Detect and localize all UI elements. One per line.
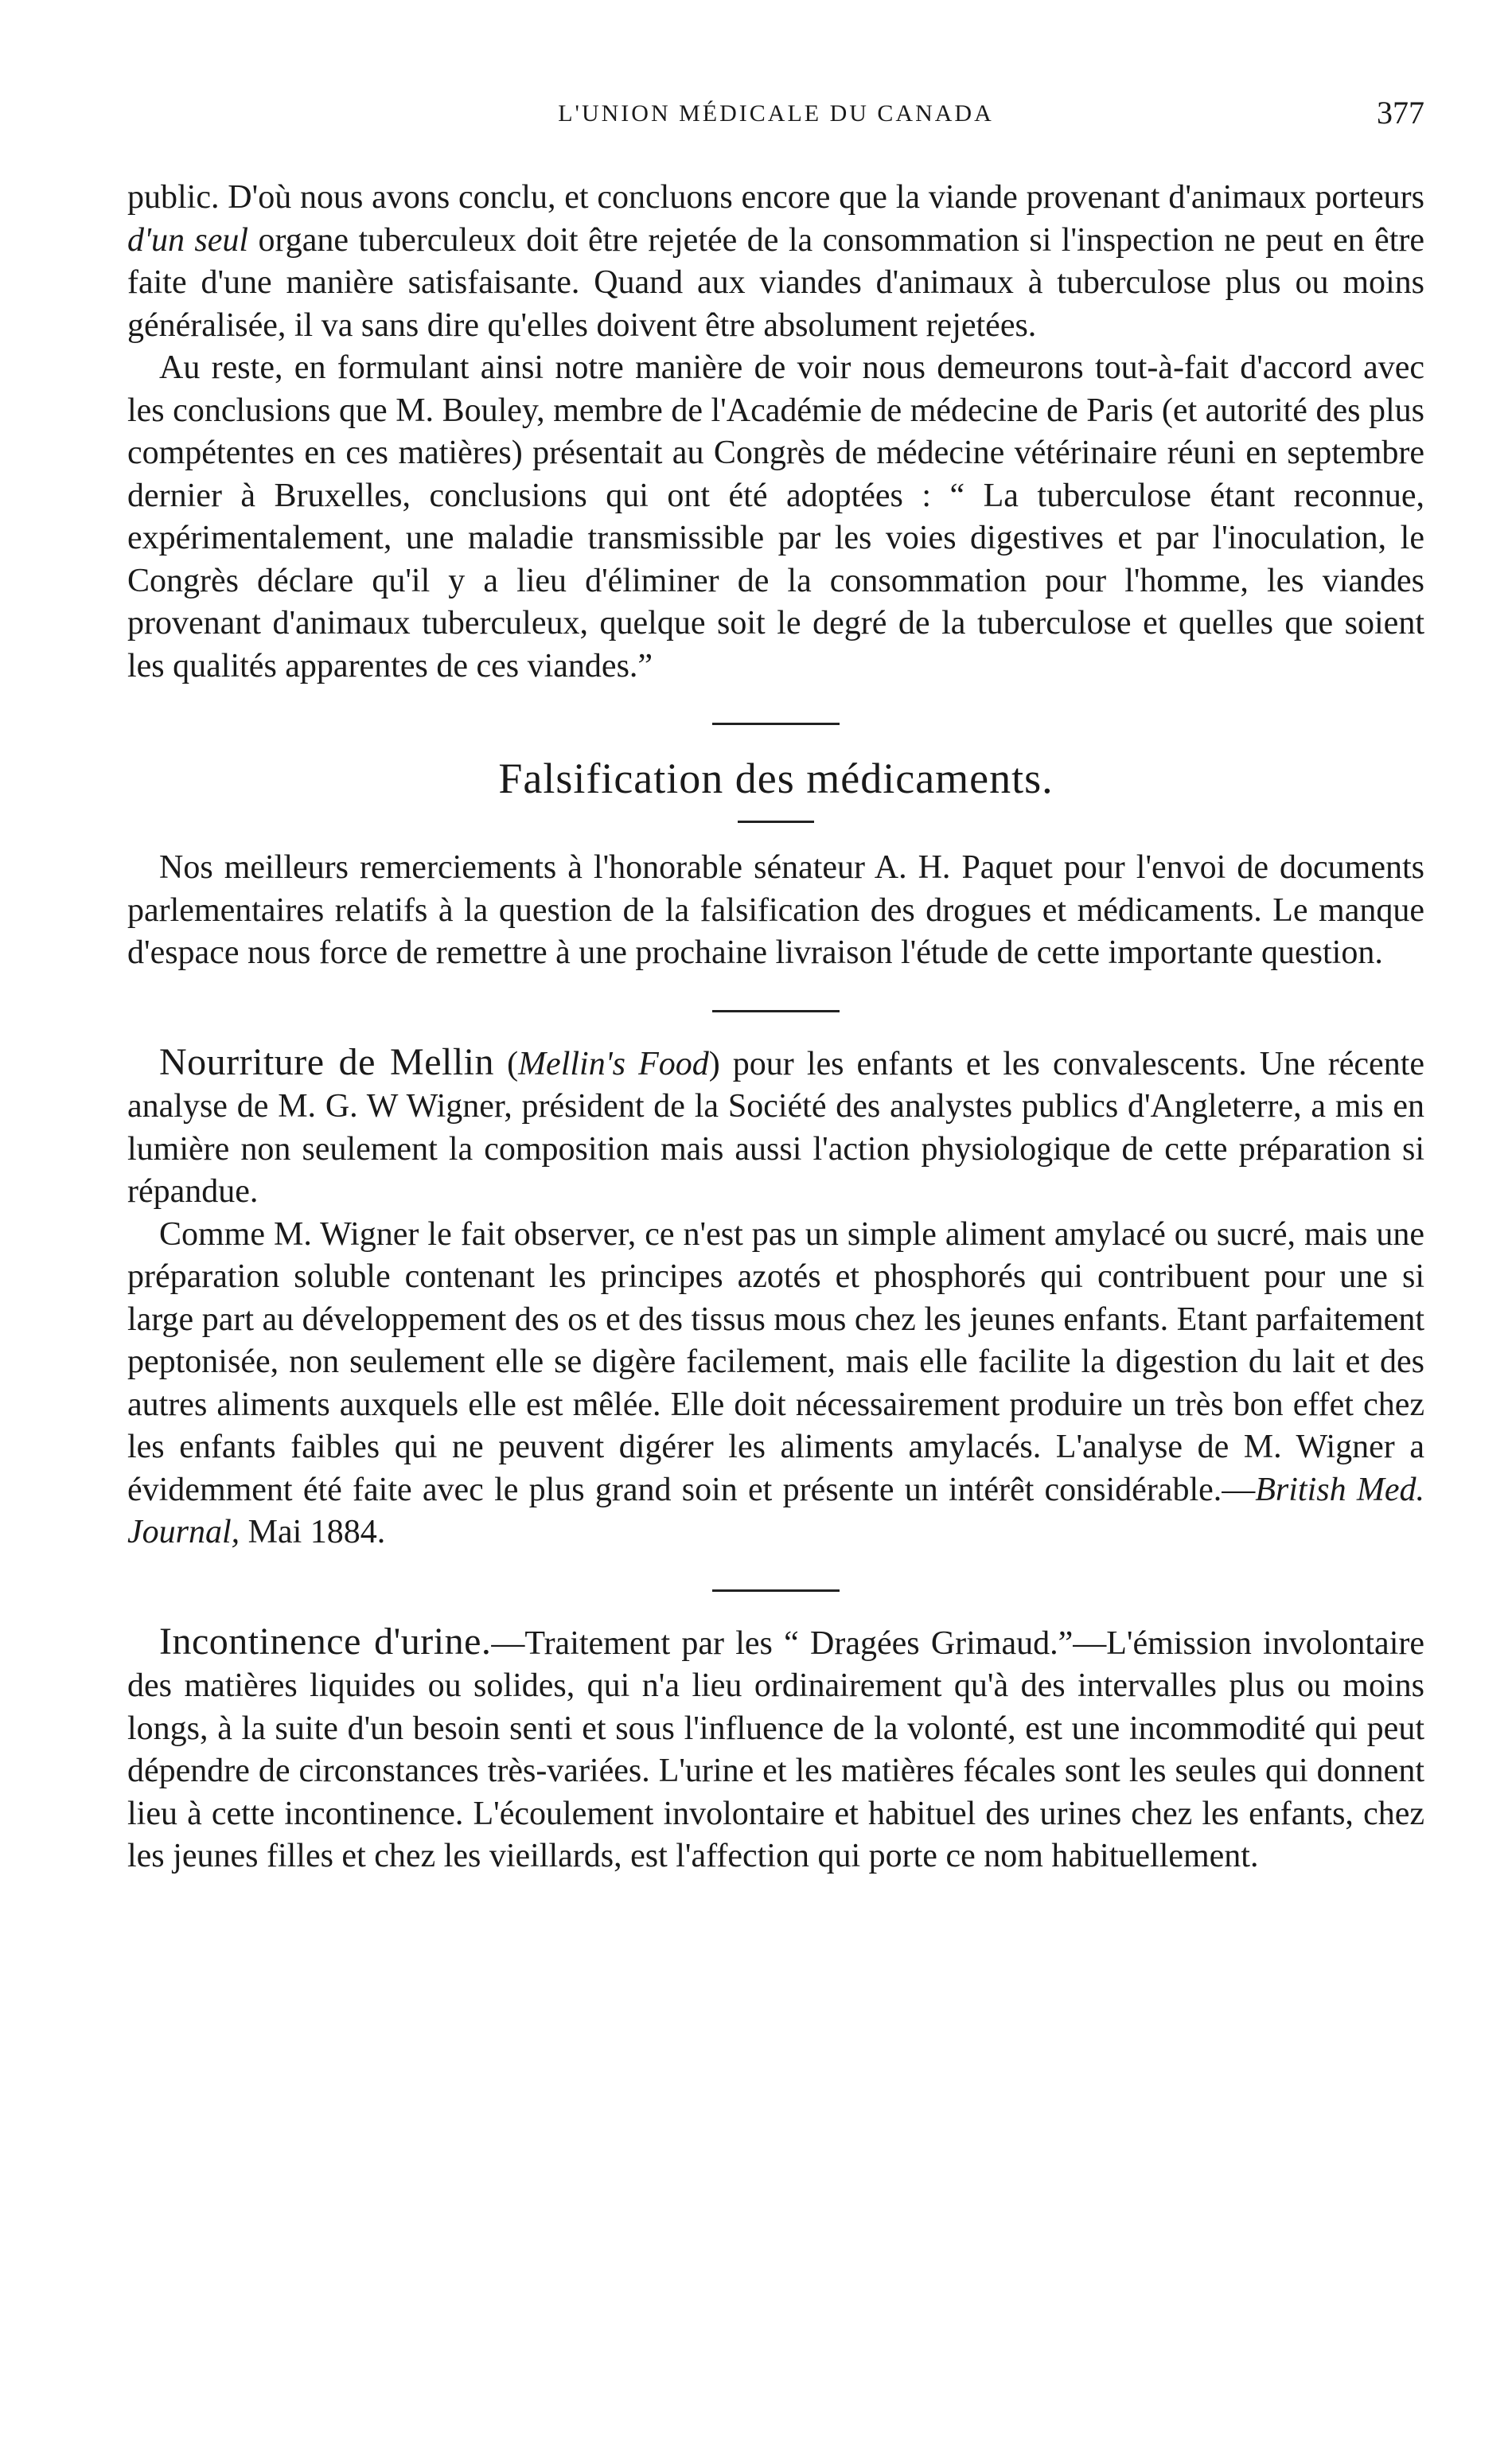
running-title: L'UNION MÉDICALE DU CANADA <box>558 100 994 127</box>
heading-underline <box>738 821 814 823</box>
paren: ( <box>507 1045 519 1082</box>
paragraph-incontinence <box>127 1620 1424 1878</box>
paragraph-conclusion <box>127 177 1424 347</box>
paragraph-falsification: Nos meilleurs remerciements à l'honorable sénateur A. H. Paquet pour l'envoi de documents parlementaires relatifs à la question de la falsification des drogues et médicaments. Le manque d'espace nous force de remettre à une prochaine livraison l'étude de cette importante question. <box>127 849 1424 971</box>
paragraph-text: organe tuberculeux doit être rejetée de la consommation si l'inspection ne peut en être faite d'une manière satisfaisante. Quand aux viandes d'animaux à tuberculose plus ou moins généralisée, il va sans dire qu'elles doivent être absolument rejetées. <box>127 221 1424 344</box>
section-divider <box>712 1589 840 1592</box>
paragraph-mellin-body <box>127 1214 1424 1554</box>
page <box>127 94 1424 1878</box>
paragraph-text: —Traitement par les “ Dragées Grimaud.”—L'émission involontaire des matières liquides ou solides, qui n'a lieu ordinairement qu'à des intervalles plus ou moins longs, à la suite d'un besoin senti et sous l'influence de la volonté, est une incommodité qui peut dépendre de circonstances très-variées. L'urine et les matières fécales sont les seules qui donnent lieu à cette incontinence. L'écoulement involontaire et habituel des urines chez les enfants, chez les jeunes filles et chez les vieillards, est l'affection qui porte ce nom habituellement. <box>127 1624 1424 1874</box>
paragraph-text: Comme M. Wigner le fait observer, ce n'est pas un simple aliment amylacé ou sucré, mais une préparation soluble contenant les principes azotés et phosphorés qui contribuent pour une si large part au développement des os et des tissus mous chez les jeunes enfants. Etant parfaitement peptonisée, non seulement elle se digère facilement, mais elle facilite la digestion du lait et des autres aliments auxquels elle est mêlée. Elle doit nécessairement produire un très bon effet chez les enfants faibles qui ne peuvent digérer les aliments amylacés. L'analyse de M. Wigner a évidemment été faite avec le plus grand soin et présente un intérêt considérable.— <box>127 1215 1424 1508</box>
paren: ) <box>708 1045 720 1082</box>
page-number: 377 <box>1377 95 1424 131</box>
paragraph-text: public. D'où nous avons conclu, et concluons encore que la viande provenant d'animaux porteurs <box>127 179 1424 216</box>
runin-heading-incontinence: Incontinence d'urine. <box>159 1620 492 1663</box>
italic-emphasis: d'un seul <box>127 221 249 259</box>
paragraph-mellin-intro <box>127 1041 1424 1214</box>
section-divider <box>712 723 840 725</box>
runin-heading-mellin: Nourriture de Mellin <box>159 1040 494 1083</box>
section-heading-falsification: Falsification des médicaments. <box>498 755 1054 802</box>
source-date: Mai 1884. <box>247 1514 386 1550</box>
running-head <box>127 94 1424 142</box>
source-citation: British Med. Journal, <box>127 1471 1424 1550</box>
italic-product-name: Mellin's Food <box>518 1045 709 1082</box>
section-divider <box>712 1010 840 1012</box>
paragraph-bouley: Au reste, en formulant ainsi notre manière de voir nous demeurons tout-à-fait d'accord avec les conclusions que M. Bouley, membre de l'Académie de médecine de Paris (et autorité des plus compétentes en ces matières) présentait au Congrès de médecine vétérinaire réuni en septembre dernier à Bruxelles, conclusions qui ont été adoptées : “ La tuberculose étant reconnue, expérimentalement, une maladie transmissible par les voies digestives et par l'inoculation, le Congrès déclare qu'il y a lieu d'éliminer de la consommation pour l'homme, les viandes provenant d'animaux tuberculeux, quelque soit le degré de la tuberculose et quelles que soient les qualités apparentes de ces viandes.” <box>127 349 1424 684</box>
paragraph-text: pour les enfants et les convalescents. Une récente analyse de M. G. W Wigner, président de la Société des analystes publics d'Angleterre, a mis en lumière non seulement la composition mais aussi l'action physiologique de cette préparation si répandue. <box>127 1045 1424 1210</box>
